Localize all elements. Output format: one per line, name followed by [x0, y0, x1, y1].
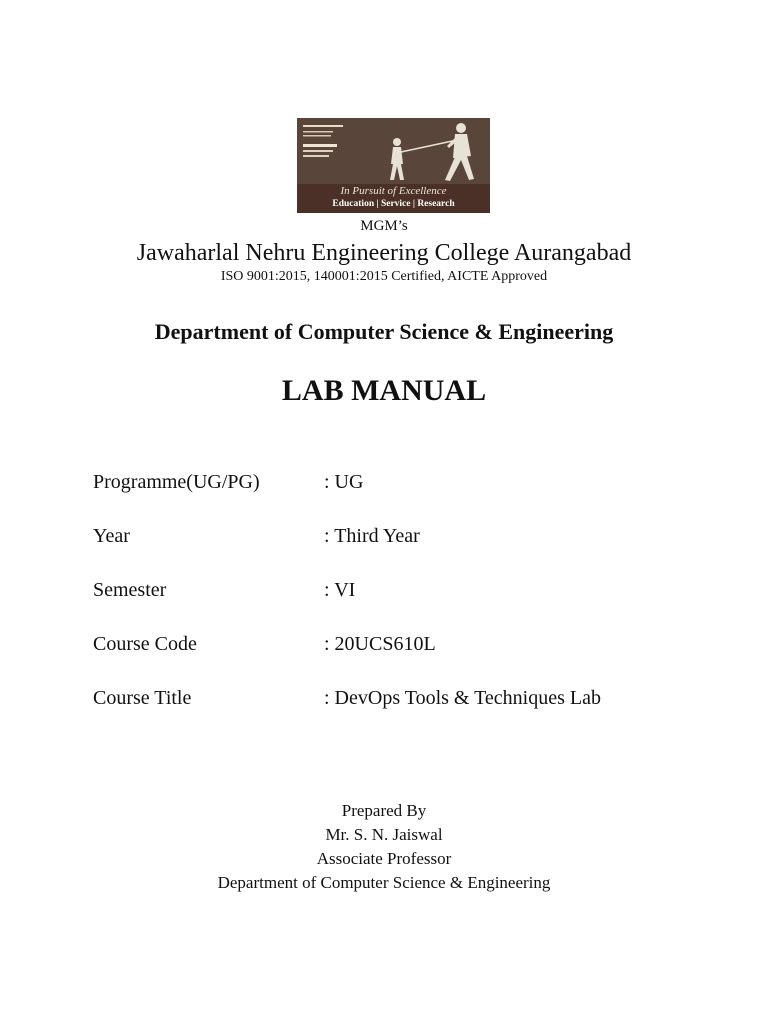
accreditation-line: ISO 9001:2015, 140001:2015 Certified, AICTE Approved	[220, 269, 548, 284]
info-label-programme: Programme(UG/PG)	[93, 471, 260, 493]
info-value-programme: : UG	[324, 471, 364, 493]
info-label-course-title: Course Title	[93, 687, 192, 709]
author-designation: Associate Professor	[316, 849, 452, 868]
info-value-course-title: : DevOps Tools & Techniques Lab	[324, 687, 601, 709]
info-value-course-code: : 20UCS610L	[324, 633, 436, 655]
author-department: Department of Computer Science & Engineering	[217, 873, 551, 892]
prepared-by-heading: Prepared By	[341, 801, 427, 820]
info-value-semester: : VI	[324, 579, 356, 601]
logo-figures-icon	[357, 120, 490, 184]
logo-script-text-icon	[301, 122, 357, 162]
document-title: LAB MANUAL	[281, 374, 487, 407]
logo-pillars: Education | Service | Research	[332, 199, 455, 209]
college-logo	[297, 118, 490, 213]
info-label-course-code: Course Code	[93, 633, 197, 655]
college-name: Jawaharlal Nehru Engineering College Aurangabad	[136, 240, 632, 266]
info-label-semester: Semester	[93, 579, 167, 601]
department-heading: Department of Computer Science & Engineering	[154, 319, 614, 344]
logo-tagline: In Pursuit of Excellence	[340, 185, 447, 197]
author-name: Mr. S. N. Jaiswal	[325, 825, 443, 844]
info-value-year: : Third Year	[324, 525, 420, 547]
info-label-year: Year	[93, 525, 130, 547]
institution-prefix: MGM’s	[360, 218, 408, 234]
